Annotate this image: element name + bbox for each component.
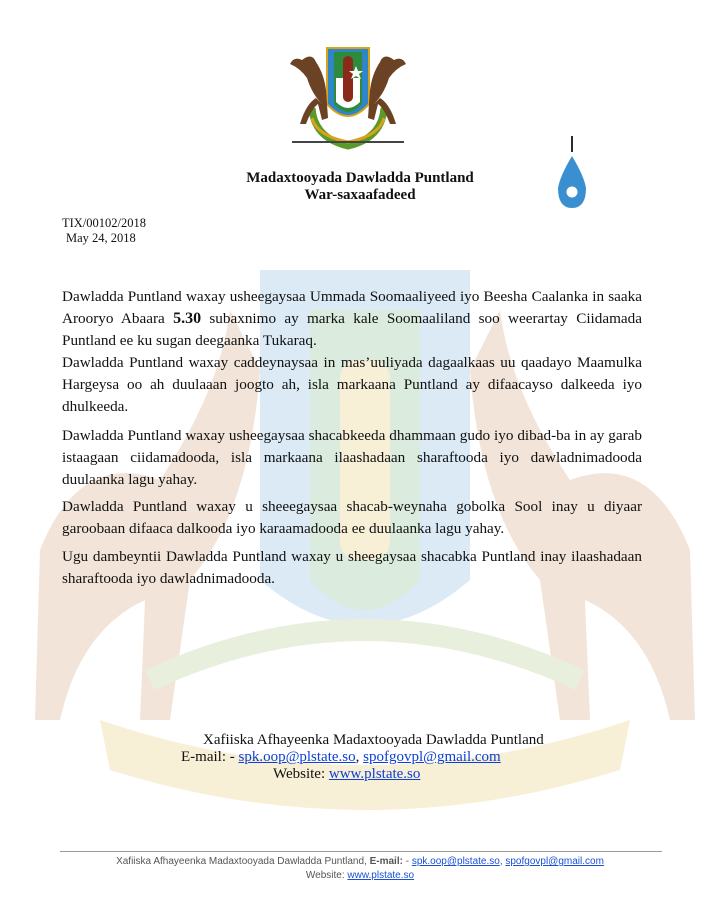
- reference-number: TIX/00102/2018: [62, 216, 147, 230]
- footer-office: Xafiiska Afhayeenka Madaxtooyada Dawladda Puntland,: [116, 856, 370, 867]
- paragraph-1: [62, 286, 642, 352]
- signature-website-line: [273, 765, 420, 783]
- footer-line-2: [0, 869, 720, 883]
- paragraph-5: Ugu dambeyntii Dawladda Puntland waxay u sheegaysaa shacabka Puntland inay ilaashadaan sharaftooda iyo dawladnimadooda.: [62, 548, 642, 587]
- page-footer: [0, 855, 720, 883]
- footer-website-link[interactable]: www.plstate.so: [347, 870, 415, 881]
- paragraph-3: Dawladda Puntland waxay usheegaysaa shacabkeeda dhammaan gudo iyo dibad-ba in ay garab istaagaan ciidamadooda, isla markaana ilaashadaan sharaftooda iyo dawladnimadooda duulaanka lagu yahay.: [62, 427, 642, 488]
- footer-email-link-2[interactable]: spofgovpl@gmail.com: [505, 856, 604, 867]
- footer-divider: [60, 851, 662, 852]
- attack-time: 5.30: [173, 310, 202, 327]
- footer-email-separator: -: [402, 856, 412, 867]
- signature-email-line: [181, 748, 501, 766]
- document-date: May 24, 2018: [66, 231, 136, 245]
- paragraph-4: Dawladda Puntland waxay u sheeegaysaa shacab-weynaha gobolka Sool inay u diyaar garoobaan difaaca dalkooda iyo karaamadooda ee duulaanka lagu yahay.: [62, 498, 642, 537]
- email-link-1[interactable]: spk.oop@plstate.so: [238, 749, 356, 765]
- email-label: E-mail: -: [181, 749, 239, 765]
- paragraph-1-part-a: Dawladda Puntland waxay usheegaysaa Ummada Soomaaliyeed iyo Beesha Caalanka in saaka Arooryo Abaara: [62, 288, 642, 327]
- website-link[interactable]: www.plstate.so: [328, 766, 421, 782]
- paragraph-2: Dawladda Puntland waxay caddeynaysaa in mas’uuliyada dagaalkaas uu qaadayo Maamulka Hargeysa oo ah duulaaan joogto ah, isla markaana Puntland ay difaacayso dalkeeda iyo dhulkeeda.: [62, 354, 642, 415]
- footer-email-link-1[interactable]: spk.oop@plstate.so: [411, 856, 500, 867]
- email-separator: ,: [355, 749, 364, 765]
- signature-office: Xafiiska Afhayeenka Madaxtooyada Dawladda Puntland: [203, 732, 544, 748]
- email-link-2[interactable]: spofgovpl@gmail.com: [363, 749, 501, 765]
- website-label: Website:: [273, 766, 329, 782]
- footer-email-label: E-mail:: [369, 856, 403, 867]
- document-type-heading: War-saxaafadeed: [304, 187, 416, 203]
- footer-separator: ,: [499, 856, 506, 867]
- paragraph-1-part-b: subaxnimo ay marka kale Soomaaliland soo weerartay Ciidamada Puntland ee ku sugan deegaanka Tukaraq.: [62, 310, 642, 349]
- puntland-coat-of-arms-icon: [272, 38, 424, 156]
- footer-line-1: [0, 855, 720, 869]
- office-name-heading: Madaxtooyada Dawladda Puntland: [246, 170, 474, 186]
- footer-website-label: Website:: [305, 870, 348, 881]
